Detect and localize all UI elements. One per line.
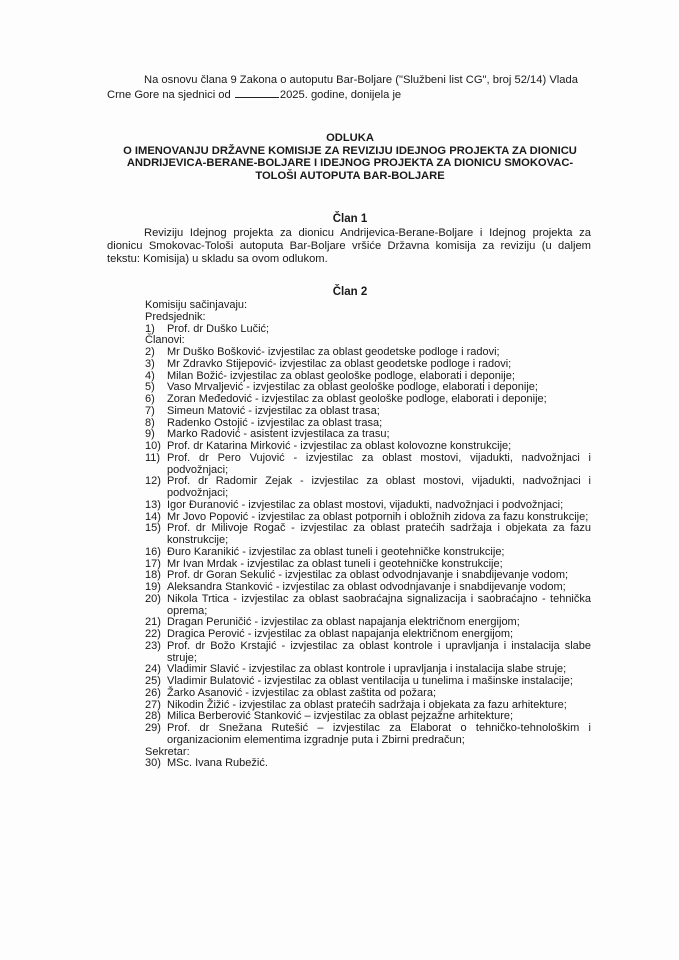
preamble-line-2 [107, 87, 591, 102]
item-number: 10) [145, 440, 161, 452]
decision-title [100, 132, 600, 182]
item-text: Mr Duško Bošković- izvjestilac za oblast geodetske podloge i radovi; [167, 346, 500, 358]
item-text: Mr Ivan Mrdak - izvjestilac za oblast tuneli i geotehničke konstrukcije; [167, 557, 503, 570]
preamble-text: 2025. godine, donijela je [279, 89, 402, 101]
item-number: 26) [145, 686, 161, 699]
item-number: 6) [145, 393, 155, 405]
item-number: 27) [145, 698, 161, 711]
item-number: 1) [145, 322, 155, 335]
item-text: Žarko Asanović - izvjestilac za oblast zaštita od požara; [167, 686, 437, 699]
preamble-text: Crne Gore na sjednici od [107, 89, 234, 101]
list-item-president [145, 324, 591, 336]
item-text: Prof. dr Božo Krstajić - izvjestilac za oblast kontrole i upravljanja i instalacija slabe struje; [167, 639, 591, 664]
item-text: Mr Jovo Popović - izvjestilac za oblast potpornih i obložnih zidova za fazu konstrukcije; [167, 510, 589, 523]
item-number: 21) [145, 616, 161, 629]
list-item [145, 723, 591, 747]
list-item [145, 476, 591, 500]
item-number: 22) [145, 628, 161, 640]
list-item [145, 641, 591, 665]
title-line-2: ANDRIJEVICA-BERANE-BOLJARE I IDEJNOG PROJEKTA ZA DIONICU SMOKOVAC- [126, 157, 574, 170]
commission-list [145, 300, 591, 770]
item-number: 30) [145, 757, 161, 770]
list-item [145, 453, 591, 477]
list-item [145, 394, 591, 406]
article-1-body [107, 227, 591, 266]
preamble [107, 74, 591, 102]
item-text: Nikodin Žižić - izvjestilac za oblast pratećih sadržaja i objekata za fazu arhitekture; [167, 698, 567, 711]
item-text: Prof. dr Pero Vujović - izvjestilac za oblast mostovi, vijadukti, nadvožnjaci i podvožnjaci; [167, 451, 591, 476]
list-item [145, 594, 591, 618]
article-2-heading: Član 2 [332, 286, 368, 298]
item-text: Vaso Mrvaljević - izvjestilac za oblast geološke podloge, elaborati i deponije; [167, 381, 538, 394]
item-number: 29) [145, 722, 161, 734]
president-label: Predsjednik: [145, 310, 206, 323]
item-number: 24) [145, 663, 161, 676]
list-item [145, 523, 591, 547]
item-number: 2) [145, 346, 155, 358]
item-text: Prof. dr Duško Lučić; [167, 322, 270, 335]
item-text: Nikola Trtica - izvjestilac za oblast saobraćajna signalizacija i saobraćajno - tehnička oprema; [167, 592, 591, 617]
item-number: 20) [145, 592, 161, 605]
members-list [145, 347, 591, 747]
title-heading: ODLUKA [326, 132, 374, 144]
preamble-line-1: Na osnovu člana 9 Zakona o autoputu Bar-Boljare ("Službeni list CG", broj 52/14) Vlada [144, 74, 578, 86]
members-label: Članovi: [145, 334, 185, 347]
title-line-3: TOLOŠI AUTOPUTA BAR-BOLJARE [255, 169, 445, 182]
item-text: Zoran Međedović - izvjestilac za oblast geološke podloge, elaborati i deponije; [167, 393, 547, 405]
item-text: Vladimir Slavić - izvjestilac za oblast kontrole i upravljanja i instalacija slabe struje; [167, 663, 567, 676]
item-text: Radenko Ostojić - izvjestilac za oblast trasa; [167, 416, 383, 429]
item-number: 5) [145, 381, 155, 394]
item-text: Prof. dr Goran Sekulić - izvjestilac za oblast odvodnjavanje i snabdijevanje vodom; [167, 569, 569, 582]
item-number: 11) [145, 451, 161, 464]
item-text: Simeun Matović - izvjestilac za oblast trasa; [167, 404, 380, 417]
article-1-text: Reviziju Idejnog projekta za dionicu Andrijevica-Berane-Boljare i Idejnog projekta za dionicu Smokovac-Tološi autoputa Bar-Boljare vršiće Državna komisija za reviziju (u daljem tekstu: Komisija) u skladu sa ovom odlukom. [107, 227, 591, 265]
item-text: Marko Radović - asistent izvjestilaca za trasu; [167, 428, 390, 441]
secretary-label: Sekretar: [145, 745, 190, 758]
list-item [145, 582, 591, 594]
item-text: Dragan Peruničić - izvjestilac za oblast napajanja električnom energijom; [167, 616, 520, 629]
commission-intro: Komisiju sačinjavaju: [145, 299, 248, 311]
item-number: 25) [145, 675, 161, 687]
list-item [145, 406, 591, 418]
item-number: 17) [145, 557, 161, 570]
list-item [145, 359, 591, 371]
item-text: MSc. Ivana Rubežić. [167, 757, 268, 770]
item-number: 23) [145, 639, 161, 652]
item-number: 9) [145, 428, 155, 441]
item-text: Milica Berberović Stanković – izvjestilac za oblast pejzažne arhitekture; [167, 710, 514, 723]
item-text: Dragica Perović - izvjestilac za oblast napajanja električnom energijom; [167, 628, 514, 640]
item-number: 3) [145, 357, 155, 370]
item-text: Prof. dr Radomir Zejak - izvjestilac za oblast mostovi, vijadukti, nadvožnjaci i podvožnjaci; [167, 475, 591, 499]
item-number: 19) [145, 581, 161, 593]
article-1-heading: Član 1 [332, 213, 368, 225]
item-number: 16) [145, 545, 161, 558]
list-item [145, 676, 591, 688]
item-number: 13) [145, 498, 161, 511]
item-number: 14) [145, 510, 161, 523]
item-number: 18) [145, 569, 161, 582]
item-text: Mr Zdravko Stijepović- izvjestilac za oblast geodetske podloge i radovi; [167, 357, 512, 370]
list-item [145, 441, 591, 453]
list-item-secretary [145, 758, 591, 770]
item-text: Milan Božić- izvjestilac za oblast geološke podloge, elaborati i deponije; [167, 369, 515, 382]
item-number: 15) [145, 522, 161, 535]
item-text: Prof. dr Snežana Rutešić – izvjestilac za Elaborat o tehničko-tehnološkim i organizacionim elementima izgradnje puta i Zbirni predračun; [167, 722, 591, 746]
item-text: Vladimir Bulatović - izvjestilac za oblast ventilacija u tunelima i mašinske instalacije; [167, 675, 573, 687]
item-number: 8) [145, 416, 155, 429]
list-item [145, 629, 591, 641]
title-line-1: O IMENOVANJU DRŽAVNE KOMISIJE ZA REVIZIJU IDEJNOG PROJEKTA ZA DIONICU [123, 144, 577, 157]
item-text: Prof. dr Milivoje Rogač - izvjestilac za oblast pratećih sadržaja i objekata za fazu konstrukcije; [167, 522, 591, 546]
item-text: Aleksandra Stanković - izvjestilac za oblast odvodnjavanje i snabdijevanje vodom; [167, 581, 566, 593]
list-item [145, 347, 591, 359]
item-number: 7) [145, 404, 155, 417]
item-text: Prof. dr Katarina Mirković - izvjestilac za oblast kolovozne konstrukcije; [167, 440, 512, 452]
item-number: 12) [145, 475, 161, 488]
item-number: 4) [145, 369, 155, 382]
item-text: Igor Đuranović - izvjestilac za oblast mostovi, vijadukti, nadvožnjaci i podvožnjaci; [167, 498, 564, 511]
list-item [145, 547, 591, 559]
item-number: 28) [145, 710, 161, 723]
list-item [145, 688, 591, 700]
list-item [145, 500, 591, 512]
item-text: Đuro Karanikić - izvjestilac za oblast tuneli i geotehničke konstrukcije; [167, 545, 505, 558]
date-blank [235, 87, 279, 98]
